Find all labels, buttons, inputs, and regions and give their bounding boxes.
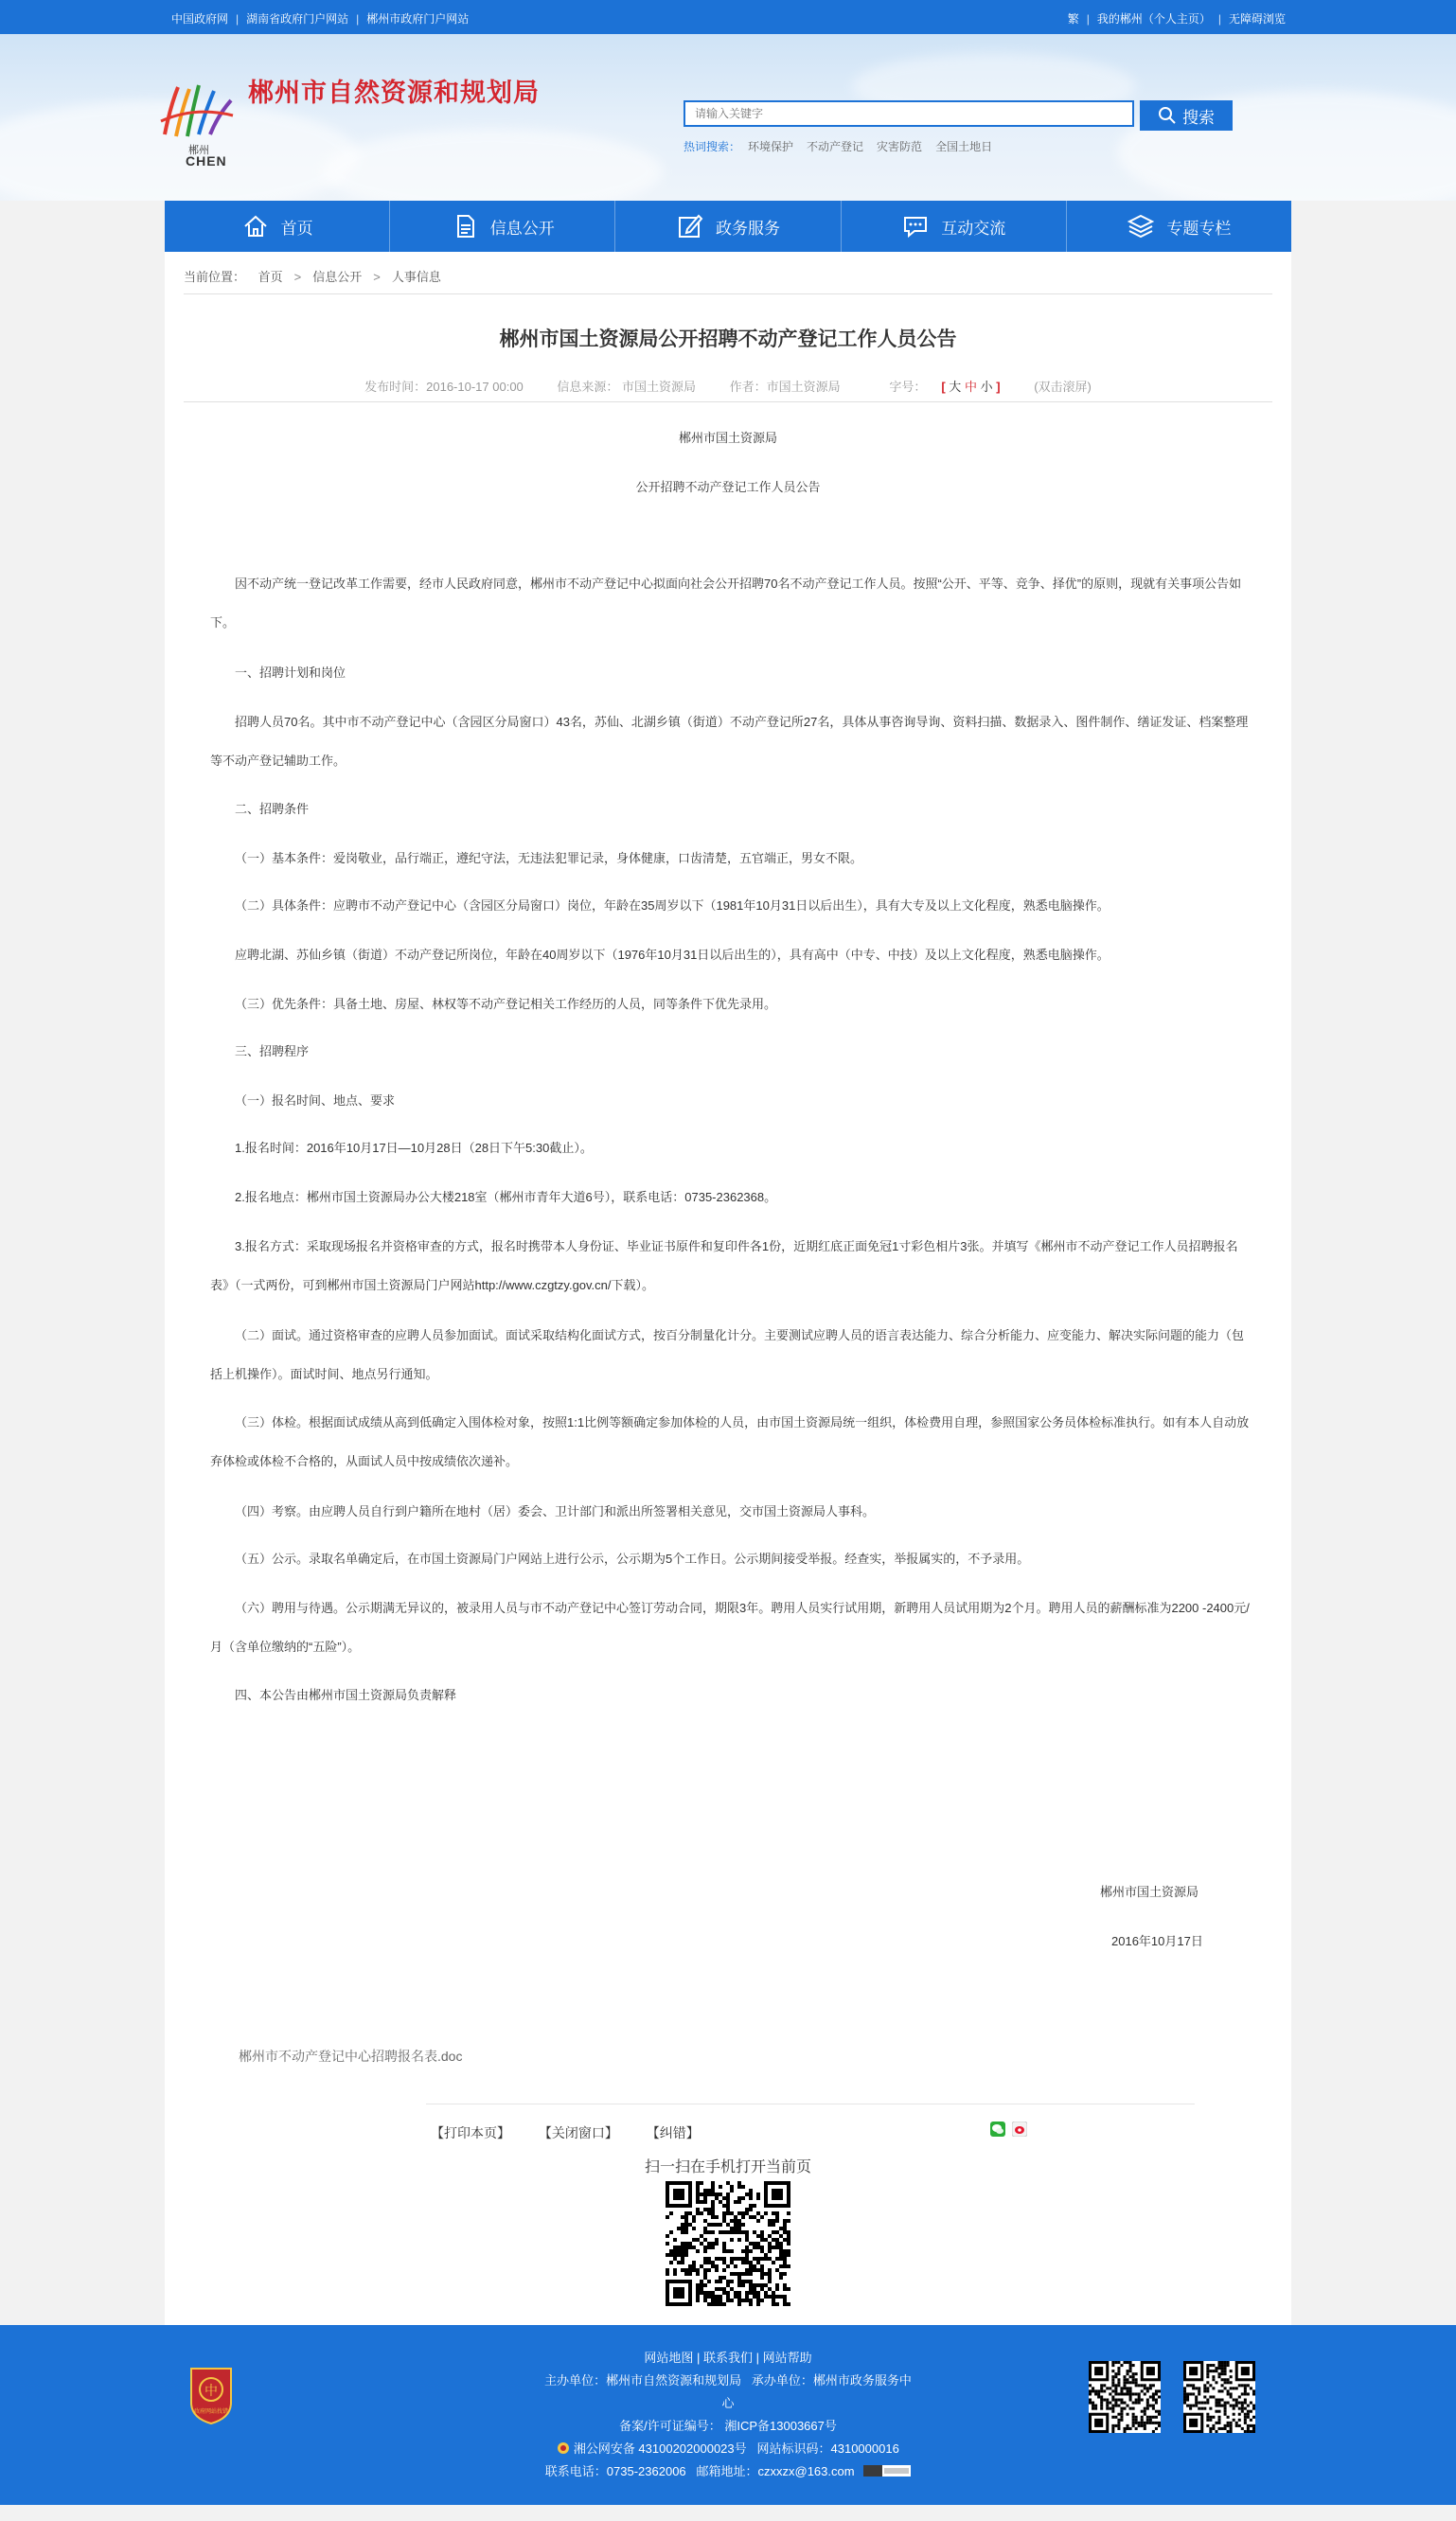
host-unit: 主办单位：郴州市自然资源和规划局 [544, 2373, 742, 2388]
page-bottom-strip [0, 2505, 1456, 2521]
police-record[interactable]: 湘公网安备 43100202000023号 [573, 2441, 747, 2456]
nav-label: 专题专栏 [1166, 219, 1232, 238]
logo-small-text: 郴州 [188, 145, 209, 156]
traditional-chinese-link[interactable]: 繁 [1067, 12, 1079, 26]
footer-police [0, 2439, 1456, 2457]
article-sign-date: 2016年10月17日 [1111, 1934, 1203, 1948]
article-paragraph: （一）基本条件：爱岗敬业，品行端正，遵纪守法，无违法犯罪记录，身体健康，口齿清楚，五官端正，男女不限。 [235, 851, 863, 865]
share-icons [990, 2122, 1027, 2141]
nav-label: 首页 [280, 219, 313, 238]
publish-time: 发布时间：2016-10-17 00:00 [364, 380, 524, 394]
article-paragraph: （二）面试。通过资格审查的应聘人员参加面试。面试采取结构化面试方式，按百分制量化计分。主要测试应聘人员的语言表达能力、综合分析能力、应变能力、解决实际问题的能力（包括上机操作）。面试时间、地点另行通知。 [210, 1328, 1245, 1381]
link-chenzhou-gov[interactable]: 郴州市政府门户网站 [366, 12, 470, 26]
article-heading-org: 郴州市国土资源局 [678, 431, 777, 445]
nav-label: 政务服务 [716, 219, 780, 238]
link-hunan-gov[interactable]: 湖南省政府门户网站 [246, 12, 349, 26]
font-medium-button[interactable]: 中 [964, 380, 977, 394]
sitemap-link[interactable]: 网站地图 [644, 2351, 694, 2365]
article-paragraph: （四）考察。由应聘人员自行到户籍所在地村（居）委会、卫计部门和派出所签署相关意见，交市国土资源局人事科。 [235, 1504, 876, 1518]
top-links-right: 繁 | 我的郴州（个人主页） | 无障碍浏览 [1067, 12, 1286, 26]
nav-label: 信息公开 [489, 219, 555, 238]
contact-link[interactable]: 联系我们 [702, 2351, 753, 2365]
contact-email: 邮箱地址：czxxzx@163.com [696, 2464, 855, 2478]
hot-word[interactable]: 不动产登记 [807, 140, 864, 153]
icp-record[interactable]: 备案/许可证编号： 湘ICP备13003667号 [619, 2419, 837, 2433]
print-button[interactable]: 【打印本页】 [431, 2125, 510, 2140]
hot-word[interactable]: 环境保护 [748, 140, 794, 153]
page-qr-code [666, 2181, 790, 2306]
wechat-qr-code [1089, 2361, 1161, 2433]
breadcrumb [184, 267, 441, 285]
site-logo[interactable] [157, 51, 602, 169]
breadcrumb-home[interactable]: 首页 [257, 270, 283, 284]
article-heading-notice: 公开招聘不动产登记工作人员公告 [635, 480, 821, 494]
undertake-unit: 承办单位：郴州市政务服务中 [751, 2373, 912, 2388]
breadcrumb-prefix: 当前位置： [184, 270, 246, 284]
article-paragraph: 因不动产统一登记改革工作需要，经市人民政府同意，郴州市不动产登记中心拟面向社会公开招聘70名不动产登记工作人员。按照“公开、平等、竞争、择优”的原则，现就有关事项公告如下。 [210, 577, 1242, 630]
report-error-button[interactable]: 【纠错】 [646, 2125, 700, 2140]
article-paragraph: 一、招聘计划和岗位 [235, 666, 346, 680]
chat-icon [901, 212, 930, 240]
accessibility-link[interactable]: 无障碍浏览 [1228, 12, 1286, 26]
font-small-button[interactable]: 小 [980, 380, 993, 394]
article-paragraph: （五）公示。录取名单确定后，在市国土资源局门户网站上进行公示，公示期为5个工作日。公示期间接受举报。经查实，举报属实的，不予录用。 [235, 1552, 1030, 1566]
top-bar [0, 0, 1456, 34]
nav-label: 互动交流 [941, 219, 1006, 238]
article-paragraph: 1.报名时间：2016年10月17日—10月28日（28日下午5:30截止）。 [235, 1141, 593, 1155]
search-icon [1158, 106, 1177, 125]
svg-text:中: 中 [204, 2384, 218, 2399]
search-button[interactable] [1140, 100, 1233, 131]
article-paragraph: （二）具体条件：应聘市不动产登记中心（含园区分局窗口）岗位，年龄在35周岁以下（1981年10月31日以后出生），具有大专及以上文化程度，熟悉电脑操作。 [235, 898, 1110, 913]
hot-word[interactable]: 全国土地日 [935, 140, 993, 153]
article-paragraph: 三、招聘程序 [235, 1044, 310, 1058]
cnzz-badge-icon[interactable] [863, 2465, 911, 2477]
font-bracket: ] [996, 380, 1001, 394]
nav-info-public[interactable] [390, 201, 615, 252]
top-links-left: 中国政府网 | 湖南省政府门户网站 | 郴州市政府门户网站 [171, 12, 470, 26]
footer-contact [0, 2461, 1456, 2479]
font-bracket: [ [941, 380, 946, 394]
article-paragraph: 招聘人员70名。其中市不动产登记中心（含园区分局窗口）43名，苏仙、北湖乡镇（街道）不动产登记所27名，具体从事咨询导询、资料扫描、数据录入、图件制作、缮证发证、档案整理等不动产登记辅助工作。 [210, 715, 1249, 768]
article-container [165, 252, 1291, 2325]
wechat-share-icon[interactable] [990, 2122, 1005, 2137]
layers-icon [1127, 212, 1155, 240]
author: 作者：市国土资源局 [729, 380, 841, 394]
breadcrumb-separator: > [373, 270, 381, 284]
search-input[interactable] [684, 100, 1134, 127]
article-paragraph: （三）优先条件：具备土地、房屋、林权等不动产登记相关工作经历的人员，同等条件下优先录用。 [235, 997, 777, 1011]
breadcrumb-separator: > [293, 270, 302, 284]
article-signature: 郴州市国土资源局 [1100, 1885, 1199, 1899]
home-icon [241, 212, 270, 240]
nav-home[interactable] [165, 201, 390, 252]
weibo-qr-code [1183, 2361, 1255, 2433]
site-title: 郴州市自然资源和规划局 [248, 79, 540, 107]
breadcrumb-info-public[interactable]: 信息公开 [312, 270, 363, 284]
link-gov-cn[interactable]: 中国政府网 [171, 12, 229, 26]
hot-search-label: 热词搜索： [684, 140, 741, 153]
close-window-button[interactable]: 【关闭窗口】 [538, 2125, 618, 2140]
article-paragraph: （三）体检。根据面试成绩从高到低确定入围体检对象，按照1:1比例等额确定参加体检的人员，由市国土资源局统一组织，体检费用自理，参照国家公务员体检标准执行。如有本人自动放弃体检或体检不合格的，从面试人员中按成绩依次递补。 [210, 1415, 1250, 1468]
hot-word[interactable]: 灾害防范 [877, 140, 923, 153]
my-chenzhou-link[interactable]: 我的郴州（个人主页） [1096, 12, 1211, 26]
breadcrumb-personnel[interactable]: 人事信息 [391, 270, 441, 284]
article-meta [165, 377, 1291, 395]
footer [0, 2325, 1456, 2505]
edit-icon [676, 212, 704, 240]
nav-gov-service[interactable] [615, 201, 841, 252]
article-paragraph: 2.报名地点：郴州市国土资源局办公大楼218室（郴州市青年大道6号），联系电话：0735-2362368。 [235, 1190, 777, 1204]
font-large-button[interactable]: 大 [949, 380, 962, 394]
attachment-link[interactable]: 郴州市不动产登记中心招聘报名表.doc [239, 2049, 463, 2064]
police-badge-icon [557, 2441, 570, 2455]
main-nav [165, 201, 1291, 252]
undertake-unit-cont: 心 [721, 2396, 735, 2410]
search-button-label: 搜索 [1182, 108, 1215, 127]
contact-phone: 联系电话：0735-2362006 [544, 2464, 686, 2478]
article-paragraph: 四、本公告由郴州市国土资源局负责解释 [235, 1688, 457, 1702]
nav-interaction[interactable] [842, 201, 1067, 252]
weibo-share-icon[interactable] [1012, 2122, 1027, 2137]
breadcrumb-divider [184, 293, 1272, 294]
article-paragraph: 应聘北湖、苏仙乡镇（街道）不动产登记所岗位，年龄在40周岁以下（1976年10月31日以后出生的），具有高中（中专、中技）及以上文化程度，熟悉电脑操作。 [235, 948, 1110, 962]
font-size-label: 字号： [889, 380, 927, 394]
nav-special-topics[interactable] [1067, 201, 1291, 252]
qr-caption: 扫一扫在手机打开当前页 [644, 2159, 811, 2175]
gov-emblem-text: 政府网站找错 [193, 2409, 228, 2415]
article-paragraph: 3.报名方式：采取现场报名并资格审查的方式，报名时携带本人身份证、毕业证书原件和复印件各1份，近期红底正面免冠1寸彩色相片3张。并填写《郴州市不动产登记工作人员招聘报名表》（一式两份，可到郴州市国土资源局门户网站http://www.czgtzy.gov.cn/下载）。 [210, 1239, 1238, 1292]
hot-search [684, 138, 1005, 154]
site-code: 网站标识码：4310000016 [756, 2441, 899, 2456]
font-size-control [874, 380, 1000, 394]
document-icon [451, 212, 479, 240]
logo-english-text: CHEN [186, 153, 227, 169]
help-link[interactable]: 网站帮助 [762, 2351, 812, 2365]
footer-links: 网站地图 | 联系我们 | 网站帮助 [644, 2351, 812, 2365]
scroll-hint: (双击滚屏) [1034, 380, 1092, 394]
article-actions [431, 2123, 724, 2142]
article-title: 郴州市国土资源局公开招聘不动产登记工作人员公告 [499, 328, 957, 350]
article-paragraph: （六）聘用与待遇。公示期满无异议的，被录用人员与市不动产登记中心签订劳动合同，期限3年。聘用人员实行试用期，新聘用人员试用期为2个月。聘用人员的薪酬标准为2200 -2400元/月（含单位缴纳的“五险”）。 [210, 1601, 1250, 1654]
info-source: 信息来源： 市国土资源局 [557, 380, 697, 394]
article-paragraph: （一）报名时间、地点、要求 [235, 1093, 396, 1108]
meta-divider [184, 401, 1272, 402]
article-paragraph: 二、招聘条件 [235, 802, 310, 816]
